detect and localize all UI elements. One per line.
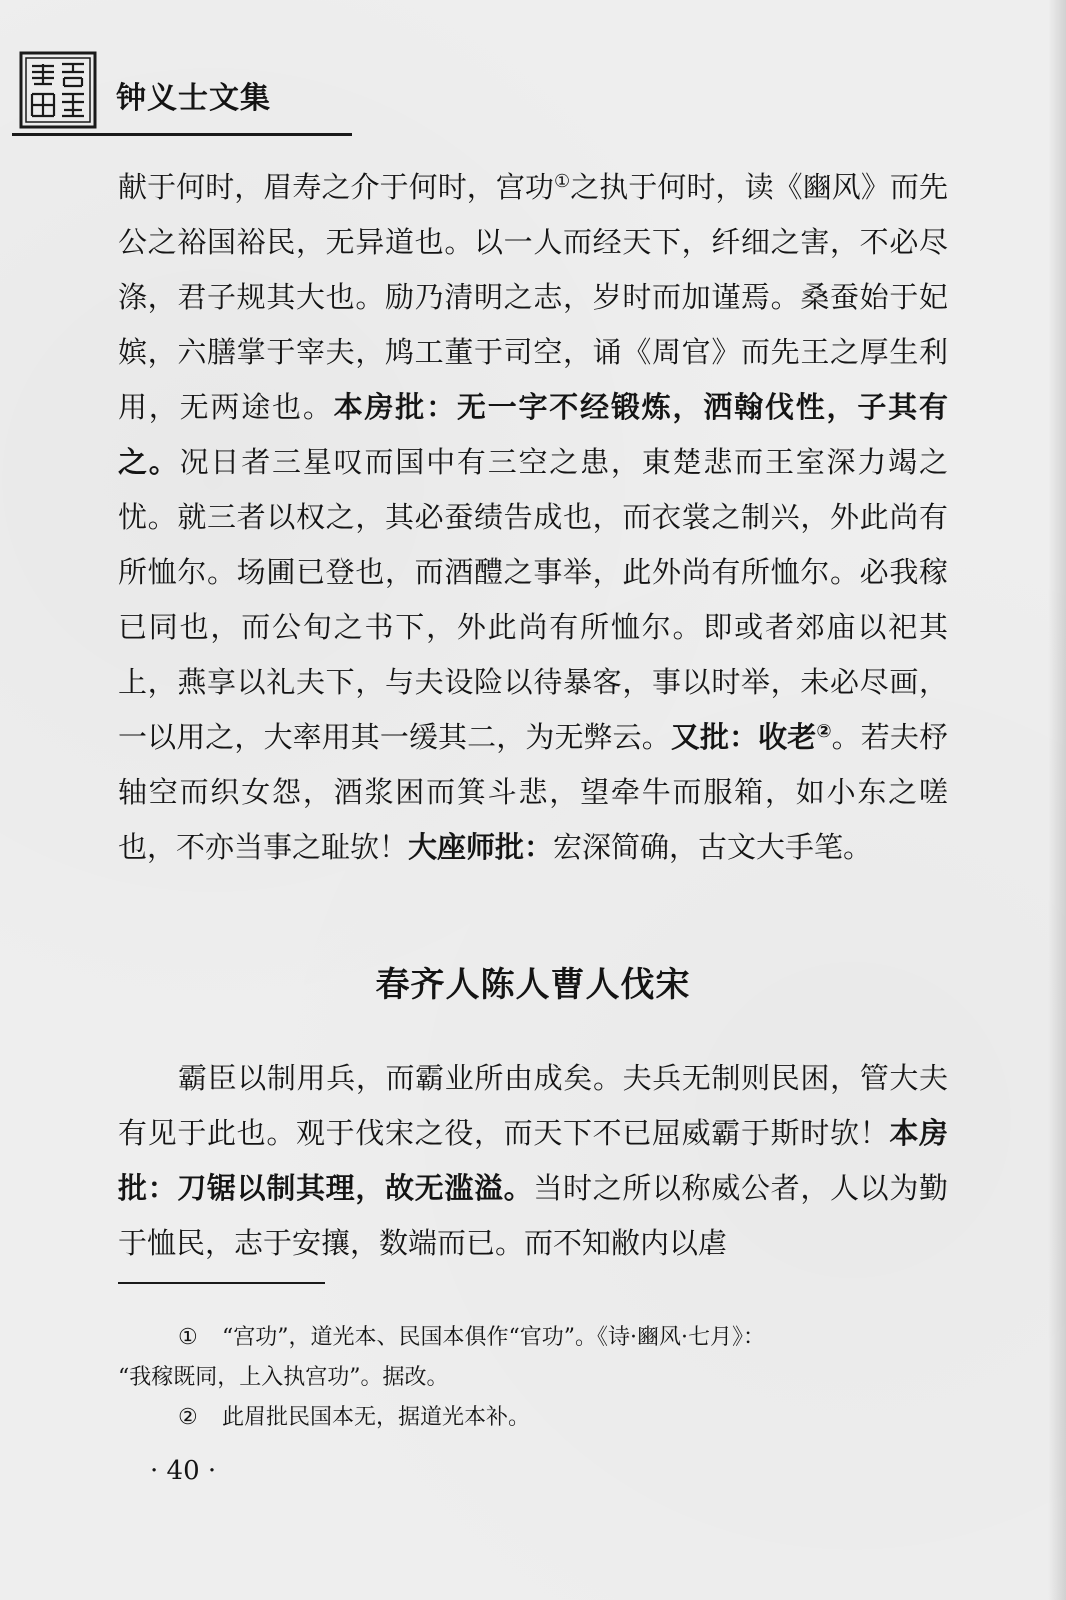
text-span: 。若夫杼轴空而织女怨，酒浆困而箕斗悲，望牵牛而服箱，如小东之嗟也，不亦当事之耻欤！: [118, 720, 948, 864]
running-title: 钟义士文集: [116, 81, 271, 116]
footnote-ref-1[interactable]: ①: [553, 171, 571, 192]
commentary-benfang: 本房批：无一字不经锻炼，洒翰伐性，子其有之。: [118, 390, 948, 479]
footnote-mark: ①: [178, 1325, 198, 1350]
seal-logo-icon: [18, 50, 98, 130]
commentary-dazuoshi-label: 大座师批：: [408, 830, 554, 864]
footnote-1: [118, 1318, 948, 1358]
commentary-dazuoshi-text: 宏深简确，古文大手笔。: [553, 830, 873, 864]
page-number: · 40 ·: [150, 1456, 217, 1486]
footnote-ref-2[interactable]: ②: [816, 721, 832, 742]
footnotes: [118, 1318, 948, 1438]
section-title: 春齐人陈人曹人伐宋: [375, 965, 691, 1005]
footnote-text: 此眉批民国本无，据道光本补。: [222, 1405, 531, 1430]
header-rule: [12, 133, 352, 136]
text-span: 献于何时，眉寿之介于何时，宫功: [118, 170, 554, 204]
footnote-mark: ②: [178, 1405, 198, 1430]
body-paragraph-1: [118, 160, 948, 875]
binding-shadow: [1048, 0, 1066, 1600]
footnote-1-continuation: “我稼既同，上入执宫功”。据改。: [118, 1365, 449, 1390]
text-span: 之执于何时，读《豳风》而先公之裕国裕民，无异道也。以一人而经天下，纤细之害，不必尽涤，君子规其大也。励乃清明之志，岁时而加谨焉。桑蚕始于妃嫔，六膳掌于宰夫，鸠工董于司空，诵《周官》而先王之厚生利用，无两途也。: [118, 170, 948, 424]
body-paragraph-2: [118, 1051, 948, 1271]
text-span: 况日者三星叹而国中有三空之患，東楚悲而王室深力竭之忧。就三者以权之，其必蚕绩告成也，而衣裳之制兴，外此尚有所恤尔。场圃已登也，而酒醴之事举，此外尚有所恤尔。必我稼已同也，而公旬之书下，外此尚有所恤尔。即或者郊庙以祀其上，燕享以礼夫下，与夫设险以待暴客，事以时举，未必尽画，一以用之，大率用其一缓其二，为无弊云。: [118, 445, 948, 754]
commentary-benfang: 本房批：刀锯以制其理，故无滥溢。: [118, 1116, 948, 1205]
footnote-text: “宫功”，道光本、民国本俱作“官功”。《诗·豳风·七月》：: [222, 1325, 765, 1350]
text-span: 当时之所以称威公者，人以为勤于恤民，志于安攘，数端而已。而不知敝内以虐: [118, 1171, 948, 1260]
commentary-youpi: 又批：收老: [670, 720, 817, 754]
footnote-2: [118, 1398, 948, 1438]
footnote-rule: [118, 1282, 325, 1284]
text-span: 霸臣以制用兵，而霸业所由成矣。夫兵无制则民困，管大夫有见于此也。观于伐宋之役，而天下不已屈威霸于斯时欤！: [118, 1061, 948, 1150]
